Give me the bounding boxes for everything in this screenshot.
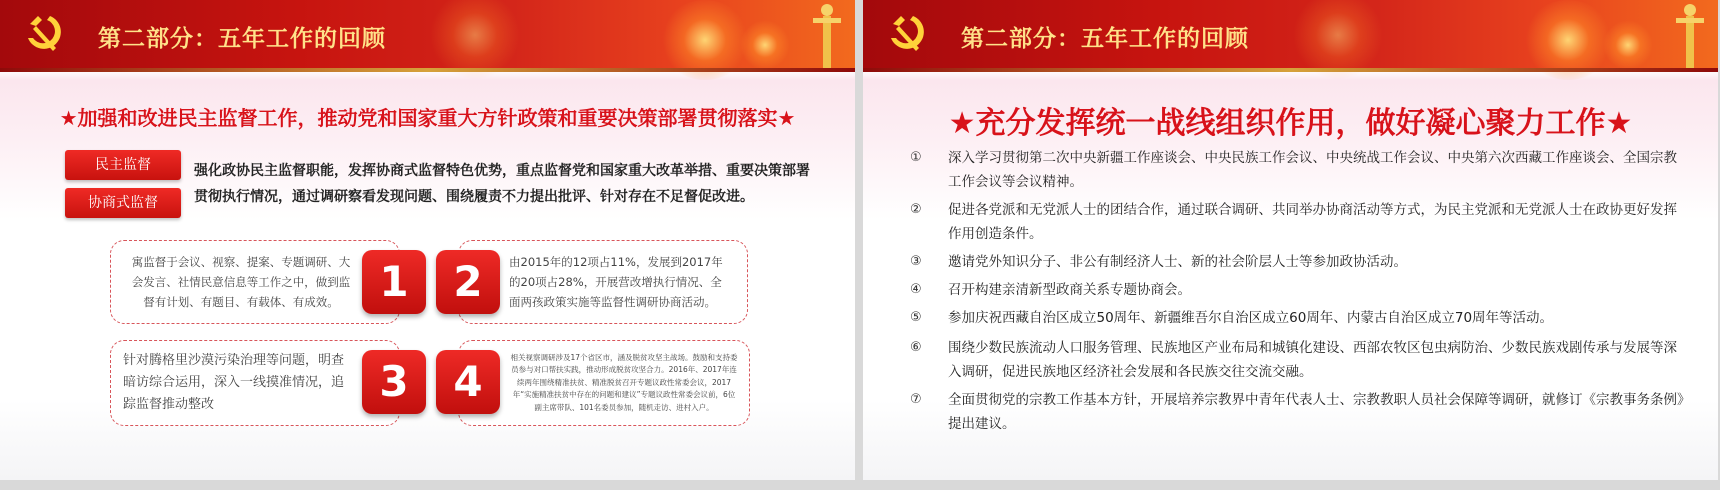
info-box-3 bbox=[110, 340, 400, 426]
slide-left bbox=[0, 0, 855, 480]
list-item bbox=[908, 146, 1688, 194]
info-box-2 bbox=[458, 240, 748, 324]
number-tile-2: 2 bbox=[436, 250, 500, 314]
slide-right bbox=[863, 0, 1718, 480]
list-item-number: ⑦ bbox=[910, 392, 922, 407]
list-item bbox=[908, 278, 1688, 302]
firework-decoration bbox=[1523, 0, 1613, 80]
list-item-number: ② bbox=[910, 202, 922, 217]
number-tile-1: 1 bbox=[362, 250, 426, 314]
list-item-text: 参加庆祝西藏自治区成立50周年、新疆维吾尔自治区成立60周年、内蒙古自治区成立70周年等活动。 bbox=[948, 310, 1554, 326]
tag-minzhu-jiandu: 民主监督 bbox=[65, 150, 181, 180]
header-title: 第二部分：五年工作的回顾 bbox=[961, 26, 1249, 52]
list-item bbox=[908, 306, 1688, 330]
list-item-number: ④ bbox=[910, 282, 922, 297]
list-item bbox=[908, 198, 1688, 246]
list-item-text: 深入学习贯彻第二次中央新疆工作座谈会、中央民族工作会议、中央统战工作会议、中央第六次西藏工作座谈会、全国宗教工作会议等会议精神。 bbox=[948, 150, 1677, 190]
list-item-text: 促进各党派和无党派人士的团结合作，通过联合调研、共同举办协商活动等方式，为民主党派和无党派人士在政协更好发挥作用创造条件。 bbox=[948, 202, 1677, 242]
subtitle: ★加强和改进民主监督工作，推动党和国家重大方针政策和重要决策部署贯彻落实★ bbox=[59, 106, 796, 130]
info-box-1 bbox=[110, 240, 400, 324]
info-box-text: 针对腾格里沙漠污染治理等问题，明查暗访综合运用，深入一线摸准情况，追踪监督推动整改 bbox=[123, 353, 345, 412]
huabiao-pillar-icon bbox=[810, 2, 844, 68]
info-box-text: 由2015年的12项占11%，发展到2017年的20项占28%，开展营改增执行情况、全面两孩政策实施等监督性调研协商活动。 bbox=[509, 255, 723, 309]
list-item bbox=[908, 250, 1688, 274]
slide-header bbox=[0, 0, 855, 68]
info-box-text: 相关视察调研涉及17个省区市，涵及脱贫攻坚主战场。鼓励和支持委员参与对口帮扶实践，推动形成脱贫攻坚合力。2016年、2017年连续两年围绕精准扶贫、精准脱贫召开专题议政性常委会议，2017年“实施精准扶贫中存在的问题和建议”专题议政性常委会议前，6位副主席带队、101名委员参加，随机走访、进村入户。 bbox=[510, 352, 738, 412]
list-item bbox=[908, 336, 1688, 384]
list-item-text: 全面贯彻党的宗教工作基本方针，开展培养宗教界中青年代表人士、宗教教职人员社会保障等调研，就修订《宗教事务条例》提出建议。 bbox=[948, 392, 1684, 432]
huabiao-pillar-icon bbox=[1673, 2, 1707, 68]
info-box-text: 寓监督于会议、视察、提案、专题调研、大会发言、社情民意信息等工作之中，做到监督有计划、有题目、有载体、有成效。 bbox=[131, 255, 351, 309]
list-item-number: ⑥ bbox=[910, 340, 922, 355]
list-item-text: 围绕少数民族流动人口服务管理、民族地区产业布局和城镇化建设、西部农牧区包虫病防治、少数民族戏剧传承与发展等深入调研，促进民族地区经济社会发展和各民族交往交流交融。 bbox=[948, 340, 1677, 380]
header-title: 第二部分：五年工作的回顾 bbox=[98, 26, 386, 52]
intro-paragraph: 强化政协民主监督职能，发挥协商式监督特色优势，重点监督党和国家重大改革举措、重要决策部署贯彻执行情况，通过调研察看发现问题、围绕履责不力提出批评、针对存在不足督促改进。 bbox=[194, 163, 810, 205]
subtitle: ★充分发挥统一战线组织作用，做好凝心聚力工作★ bbox=[948, 106, 1633, 141]
slide-header bbox=[863, 0, 1718, 68]
list-item-text: 召开构建亲清新型政商关系专题协商会。 bbox=[948, 282, 1191, 298]
list-item-text: 邀请党外知识分子、非公有制经济人士、新的社会阶层人士等参加政协活动。 bbox=[948, 254, 1407, 270]
firework-decoration bbox=[430, 0, 520, 80]
work-item-list bbox=[908, 146, 1688, 440]
list-item-number: ① bbox=[910, 150, 922, 165]
firework-decoration bbox=[660, 0, 750, 80]
list-item bbox=[908, 388, 1688, 436]
list-item-number: ⑤ bbox=[910, 310, 922, 325]
number-tile-4: 4 bbox=[436, 350, 500, 414]
tag-xieshang-jiandu: 协商式监督 bbox=[65, 188, 181, 218]
number-tile-3: 3 bbox=[362, 350, 426, 414]
firework-decoration bbox=[740, 20, 790, 70]
firework-decoration bbox=[1293, 0, 1383, 80]
info-box-4 bbox=[458, 340, 750, 426]
list-item-number: ③ bbox=[910, 254, 922, 269]
firework-decoration bbox=[1603, 20, 1653, 70]
hammer-and-sickle-icon bbox=[20, 10, 68, 58]
hammer-and-sickle-icon bbox=[883, 10, 931, 58]
